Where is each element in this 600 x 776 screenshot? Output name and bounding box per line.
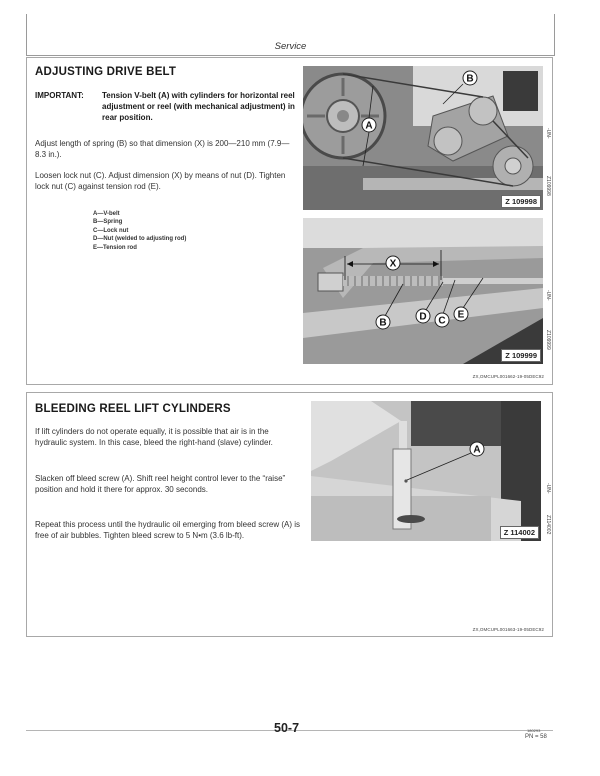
paragraph: Repeat this process until the hydraulic oil emerging from bleed screw (A) is free of air bubbles. Tighten bleed screw to 5 N•m (3.6 lb-ft). [35,520,301,540]
legend-item: C—Lock nut [93,227,129,234]
legend-list [93,210,186,252]
callout-d: D [419,311,427,323]
page-header [26,14,555,56]
side-code: Z114002 [545,515,551,535]
section-title: ADJUSTING DRIVE BELT [35,66,177,78]
important-label: IMPORTANT: [35,91,84,100]
legend-item: D—Nut (welded to adjusting rod) [93,236,187,243]
side-code: Z109999 [545,330,551,350]
paragraph: Adjust length of spring (B) so that dimension (X) is 200—210 mm (7.9—8.3 in.). [35,139,290,159]
date-code: 180293 [527,728,541,733]
side-tag: -UN- [545,290,551,301]
lift-cylinder-photo [311,401,541,541]
paragraph: Loosen lock nut (C). Adjust dimension (X) by means of nut (D). Tighten lock nut (C) against tension rod (E). [35,171,286,191]
drive-belt-illustration [303,66,543,210]
side-code: Z109998 [545,176,551,196]
header-title: Service [274,41,307,52]
spring-tension-illustration [303,218,543,364]
section-bleeding-reel-lift-cylinders [26,392,553,637]
important-text: Tension V-belt (A) with cylinders for horizontal reel adjustment or reel (with mechanical adjustment) in rear position. [102,91,295,122]
callout-e: E [457,309,465,321]
side-tag: -UN- [545,128,551,139]
callout-a: A [365,120,373,132]
important-note [35,90,307,123]
reference-code: ZX,OMCUPL001662-19-05DEC92 [472,374,544,379]
figure-id: Z 114002 [500,526,539,539]
callout-x: X [389,258,397,270]
figure-id: Z 109998 [501,195,541,208]
section-title: BLEEDING REEL LIFT CYLINDERS [35,403,231,415]
paragraph: If lift cylinders do not operate equally, it is possible that air is in the hydraulic system. In this case, bleed the right-hand (slave) cylinder. [35,427,273,447]
callout-b: B [466,73,474,85]
legend-item: E—Tension rod [93,244,137,251]
legend-item: A—V-belt [93,211,120,217]
section-adjusting-drive-belt [26,57,553,385]
reference-code: ZX,OMCUPL001663-19-05DEC92 [472,627,544,632]
drive-belt-photo [303,66,543,210]
side-tag: -UN- [545,483,551,494]
callout-a: A [473,444,481,456]
pn-label: PN = 58 [525,734,547,740]
legend-item: B—Spring [93,219,123,226]
paragraph: Slacken off bleed screw (A). Shift reel height control lever to the “raise” position and hold it there for approx. 30 seconds. [35,474,286,494]
lift-cylinder-illustration [311,401,541,541]
figure-id: Z 109999 [501,349,541,362]
spring-tension-photo [303,218,543,364]
callout-b: B [379,317,387,329]
callout-c: C [438,315,446,327]
page-number: 50-7 [274,721,300,735]
